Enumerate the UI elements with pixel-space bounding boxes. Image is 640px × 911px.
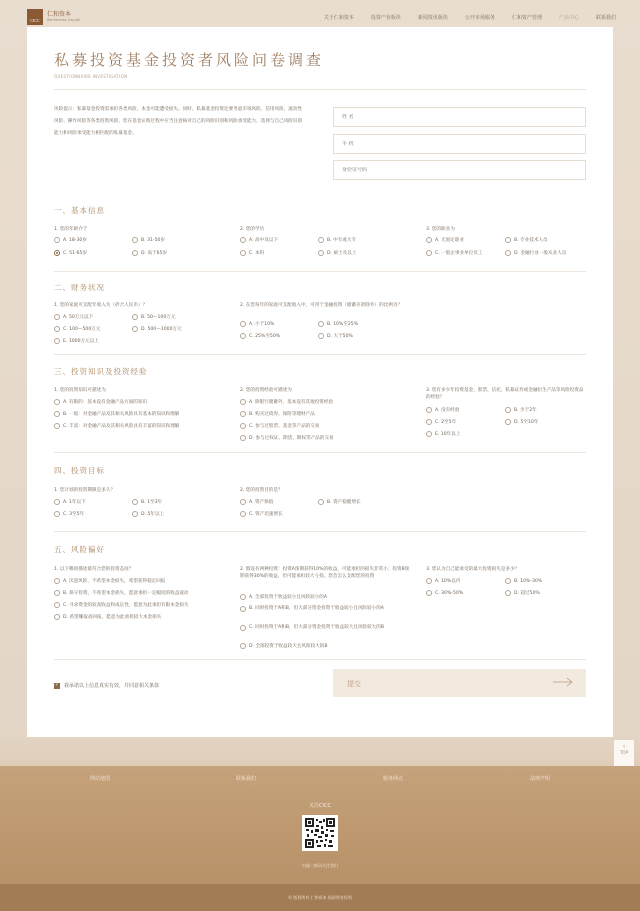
radio-icon <box>132 314 138 320</box>
radio-option[interactable]: B. 1至3年 <box>132 499 162 505</box>
radio-option[interactable]: D. 硕士及以上 <box>318 250 356 256</box>
radio-icon <box>426 590 432 596</box>
radio-icon <box>54 423 60 429</box>
radio-option[interactable]: A. 10%以内 <box>426 578 460 584</box>
footer-link[interactable]: 服务网点 <box>383 776 404 782</box>
radio-icon <box>426 237 432 243</box>
radio-icon <box>132 237 138 243</box>
radio-option[interactable]: B. 10%-30% <box>505 578 542 584</box>
radio-option[interactable]: D. 超过50% <box>505 590 540 596</box>
phone-field[interactable] <box>333 134 586 154</box>
radio-option[interactable]: A. 厌恶风险，不希望本金损失，希望获得稳定回报 <box>54 578 165 584</box>
questionnaire-card <box>27 27 613 737</box>
name-input[interactable] <box>342 114 585 120</box>
radio-icon <box>240 435 246 441</box>
radio-option[interactable]: B. 一般：对金融产品及其相关风险具有基本的知识和理解 <box>54 411 179 417</box>
radio-option[interactable]: D. 参与过权证、期货、期权等产品的交易 <box>240 435 334 441</box>
radio-icon <box>240 511 246 517</box>
radio-option[interactable]: E. 10年以上 <box>426 431 460 437</box>
copyright: © 版权所有 仁和资本 保留所有权利 <box>288 895 352 900</box>
radio-icon <box>505 407 511 413</box>
back-to-top-label: TOP <box>619 750 628 755</box>
radio-option[interactable]: C. 一般企事业单位员工 <box>426 250 482 256</box>
radio-icon <box>54 602 60 608</box>
radio-icon <box>54 590 60 596</box>
logo-name: 仁和资本 <box>47 10 72 18</box>
radio-icon <box>132 326 138 332</box>
radio-icon <box>240 333 246 339</box>
footer-link[interactable]: 法律声明 <box>530 776 551 782</box>
radio-icon <box>505 590 511 596</box>
radio-icon <box>426 250 432 256</box>
radio-option[interactable]: A. 无固定职业 <box>426 237 464 243</box>
radio-icon <box>54 399 60 405</box>
radio-option[interactable]: D. 5年以上 <box>132 511 164 517</box>
logo[interactable] <box>27 9 80 25</box>
radio-option[interactable]: B. 保守投资，不希望本金损失，愿意承担一定幅度的收益波动 <box>54 590 189 596</box>
radio-option[interactable]: D. 5至10年 <box>505 419 538 425</box>
radio-icon <box>240 321 246 327</box>
footer-bottom-bar <box>0 884 640 911</box>
section-divider <box>54 659 586 660</box>
radio-option[interactable]: B. 同时投资于A和B，但大部分资金投资于收益较小且风险较小的A <box>240 606 412 613</box>
section-divider <box>54 271 586 272</box>
radio-icon <box>54 614 60 620</box>
radio-icon <box>240 606 246 612</box>
radio-option[interactable]: A. 没有经验 <box>426 407 459 413</box>
question-text: 1. 您的投资知识可描述为 <box>54 388 106 393</box>
question-text: 1. 您的年龄介于 <box>54 227 88 232</box>
back-to-top-button[interactable] <box>614 740 634 766</box>
site-header <box>0 0 640 28</box>
nav-item[interactable]: 联系我们 <box>595 15 616 21</box>
page-title: 私募投资基金投资者风险问卷调查 <box>54 51 325 69</box>
radio-icon <box>318 321 324 327</box>
radio-option[interactable]: C. 寻求资金的较高收益和成长性，愿意为此承担有限本金损失 <box>54 602 189 608</box>
radio-option-selected[interactable]: C. 51-65岁 <box>54 250 87 256</box>
nav-item[interactable]: 公开市场服务 <box>464 15 495 21</box>
radio-icon <box>240 411 246 417</box>
radio-icon <box>54 338 60 344</box>
radio-icon <box>318 499 324 505</box>
section-title: 四、投资目标 <box>54 466 105 475</box>
check-icon: ✓ <box>54 682 60 688</box>
radio-option[interactable]: B. 10%至25% <box>318 321 358 327</box>
nav-item-active[interactable]: 产品中心 <box>558 15 579 21</box>
logo-mark: CICC <box>27 9 43 25</box>
radio-option[interactable]: D. 高于65岁 <box>132 250 167 256</box>
radio-option[interactable]: B. 少于2年 <box>505 407 537 413</box>
idcard-field[interactable] <box>333 160 586 180</box>
radio-option[interactable]: C. 本科 <box>240 250 264 256</box>
agreement-checkbox[interactable] <box>54 682 159 689</box>
logo-subname: Renhemiao Capital <box>47 17 81 22</box>
radio-option[interactable]: A. 1年以下 <box>54 499 86 505</box>
radio-icon <box>505 250 511 256</box>
radio-icon <box>54 578 60 584</box>
radio-icon <box>240 423 246 429</box>
radio-option[interactable]: A. 18-30岁 <box>54 237 87 243</box>
radio-option[interactable]: B. 购买过债券、保险等理财产品 <box>240 411 315 417</box>
radio-icon <box>54 314 60 320</box>
radio-option[interactable]: B. 中专或大专 <box>318 237 356 243</box>
question-text: 2. 您的投资经验可描述为 <box>240 388 292 393</box>
agreement-text: 我承诺以上信息真实有效，并同意相关条款 <box>64 683 160 689</box>
radio-icon <box>240 399 246 405</box>
radio-icon <box>426 578 432 584</box>
radio-icon <box>318 250 324 256</box>
qr-code <box>302 815 338 851</box>
question-text: 2. 在您每年的家庭可支配收入中，可用于金融投资（储蓄存款除外）的比例为？ <box>240 303 403 308</box>
section-title: 一、基本信息 <box>54 206 105 215</box>
submit-label: 提交 <box>347 680 361 688</box>
divider <box>54 89 586 90</box>
follow-label: 关注CICC <box>309 803 331 809</box>
idcard-input[interactable] <box>342 167 585 173</box>
nav-item[interactable]: 新闻资讯板块 <box>417 15 448 21</box>
nav-item[interactable]: 仁和资产管理 <box>511 15 542 21</box>
footer-link[interactable]: 联系我们 <box>236 776 257 782</box>
main-nav <box>324 14 616 21</box>
radio-option[interactable]: C. 丰富：对金融产品及其相关风险具有丰富的知识和理解 <box>54 423 179 429</box>
nav-item[interactable]: 投资产业板块 <box>370 15 401 21</box>
radio-icon <box>54 499 60 505</box>
question-text: 3. 您有多少年投资基金、股票、信托、私募证券或金融衍生产品等风险投资品的经验？ <box>426 388 584 400</box>
radio-option[interactable]: A. 除银行储蓄外，基本没有其他投资经验 <box>240 399 333 405</box>
footer-link[interactable]: 网站地图 <box>90 776 111 782</box>
section-divider <box>54 354 586 355</box>
question-text: 2. 假设有两种投资：投资A预期获得10%的收益，可能承担的损失非常小；投资B预期获得30%的收益，但可能承担较大亏损。您会怎么支配您的投资 <box>240 567 410 579</box>
radio-icon <box>132 250 138 256</box>
radio-option[interactable]: A. 小于10% <box>240 321 274 327</box>
question-text: 2. 您的学历 <box>240 227 265 232</box>
risk-notice: 风险提示：私募基金投资需承担各类风险，本金可能遭受损失。同时，私募基金投资还要考虑市场风险、信用风险、流动性风险、操作风险等各类投资风险。您在基金认购过程中应当注意核对自己的风险识别和风险承受能力，选择与自己风险识别能力和风险承受能力相匹配的私募基金。 <box>54 107 303 136</box>
radio-option[interactable]: D. 大于50% <box>318 333 353 339</box>
submit-button[interactable] <box>333 669 586 697</box>
radio-icon <box>54 326 60 332</box>
radio-option[interactable]: A. 高中及以下 <box>240 237 278 243</box>
question-text: 1. 您计划的投资期限是多久？ <box>54 488 115 493</box>
phone-input[interactable] <box>342 141 585 147</box>
nav-item[interactable]: 关于仁和资本 <box>323 15 354 21</box>
radio-icon <box>240 237 246 243</box>
site-footer <box>0 766 640 911</box>
radio-icon <box>426 419 432 425</box>
radio-icon <box>426 407 432 413</box>
question-text: 1. 以下哪项描述最符合您的投资态度？ <box>54 567 134 572</box>
radio-option[interactable]: C. 25%至50% <box>240 333 280 339</box>
radio-option[interactable]: B. 资产稳健增长 <box>318 499 361 505</box>
radio-icon <box>505 419 511 425</box>
radio-option[interactable]: C. 同时投资于A和B，但大部分资金投资于收益较大且风险较大的B <box>240 625 412 632</box>
arrow-up-icon: ↑ <box>622 744 626 749</box>
arrow-right-icon <box>552 677 574 687</box>
radio-option[interactable]: C. 30%-50% <box>426 590 463 596</box>
radio-icon <box>240 643 246 649</box>
radio-checked-icon <box>54 250 60 256</box>
radio-icon <box>132 499 138 505</box>
radio-option[interactable]: A. 资产保值 <box>240 499 273 505</box>
radio-icon <box>54 511 60 517</box>
radio-option[interactable]: C. 2至5年 <box>426 419 456 425</box>
section-divider <box>54 452 586 453</box>
section-title: 三、投资知识及投资经验 <box>54 367 148 376</box>
radio-option[interactable]: C. 参与过股票、基金等产品的交易 <box>240 423 319 429</box>
radio-option[interactable]: D. 500—1000万元 <box>132 326 182 332</box>
radio-option[interactable]: D. 全部投资于收益较大且风险较大的B <box>240 643 412 649</box>
radio-option[interactable]: C. 100—500万元 <box>54 326 100 332</box>
radio-icon <box>240 594 246 600</box>
radio-icon <box>132 511 138 517</box>
radio-option[interactable]: A. 全部投资于收益较小且风险较小的A <box>240 594 412 600</box>
question-text: 2. 您的投资目的是？ <box>240 488 283 493</box>
radio-option[interactable]: B. 31-50岁 <box>132 237 165 243</box>
question-text: 3. 您认为自己能承受的最大投资损失是多少？ <box>426 567 520 572</box>
question-text: 1. 您的家庭可支配年收入为（折合人民币）？ <box>54 303 148 308</box>
radio-icon <box>505 578 511 584</box>
radio-icon <box>318 237 324 243</box>
radio-icon <box>426 431 432 437</box>
radio-option[interactable]: A. 50万元以下 <box>54 314 93 320</box>
radio-icon <box>54 411 60 417</box>
radio-option[interactable]: D. 希望赚取高回报，愿意为此承担较大本金损失 <box>54 614 161 620</box>
radio-icon <box>505 237 511 243</box>
radio-option[interactable]: E. 1000万元以上 <box>54 338 99 344</box>
radio-icon <box>240 625 246 631</box>
question-text: 3. 您的职业为 <box>426 227 455 232</box>
radio-option[interactable]: C. 3至5年 <box>54 511 84 517</box>
name-field[interactable] <box>333 107 586 127</box>
radio-option[interactable]: B. 专业技术人员 <box>505 237 548 243</box>
qr-code-icon <box>305 818 335 848</box>
page-subtitle: QUESTIONNAIRE INVESTIGATION <box>54 74 128 79</box>
radio-icon <box>240 250 246 256</box>
radio-icon <box>240 499 246 505</box>
radio-option[interactable]: A. 有限的：基本没有金融产品方面的知识 <box>54 399 147 405</box>
radio-icon <box>318 333 324 339</box>
qr-caption: 扫描二维码关注我们 <box>302 863 338 868</box>
radio-icon <box>54 237 60 243</box>
section-title: 五、风险偏好 <box>54 545 105 554</box>
radio-option[interactable]: D. 金融行业一般从业人员 <box>505 250 566 256</box>
radio-option[interactable]: B. 50—100万元 <box>132 314 175 320</box>
section-title: 二、财务状况 <box>54 283 105 292</box>
radio-option[interactable]: C. 资产迅速增长 <box>240 511 283 517</box>
section-divider <box>54 531 586 532</box>
